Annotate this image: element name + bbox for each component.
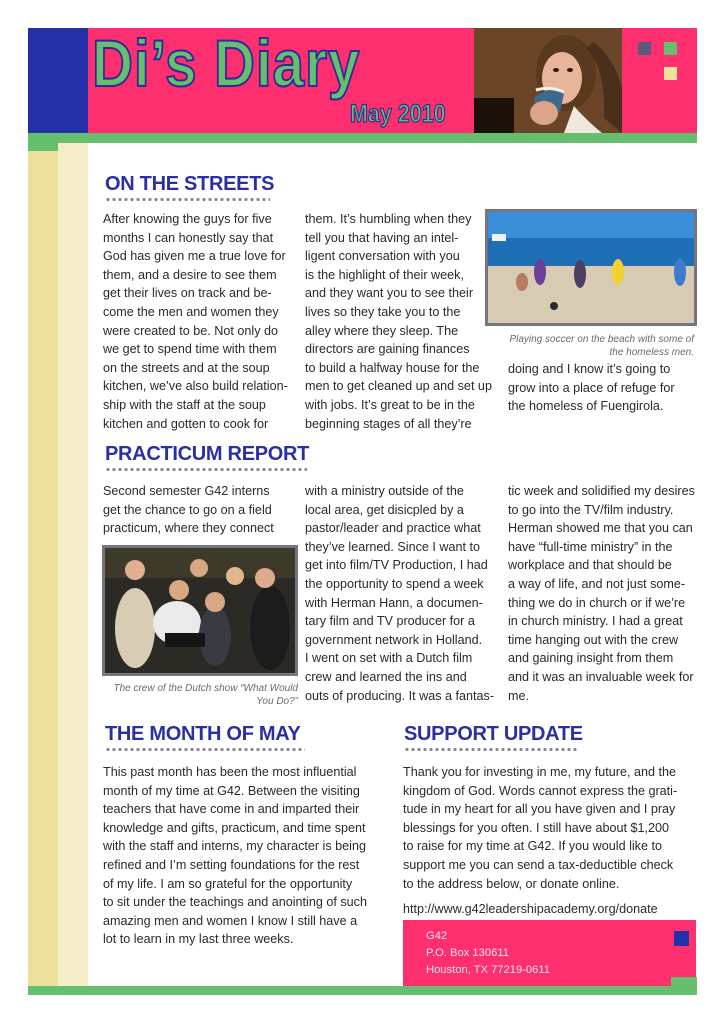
text-line: were created to be. Not only do — [103, 323, 279, 338]
text-line: get the chance to go on a field — [103, 502, 272, 517]
header-photo — [474, 28, 622, 133]
text-line: on the streets and at the soup — [103, 360, 270, 375]
text-line: grow into a place of refuge for — [508, 380, 675, 395]
address-city: Houston, TX 77219-0611 — [426, 964, 550, 976]
text-line: local area, get disicpled by a — [305, 502, 464, 517]
side-stripe-cream — [58, 143, 88, 986]
text-line: in church ministry. I had a great — [508, 614, 683, 629]
text-line: to build a halfway house for the — [305, 360, 480, 375]
text-line: blessings for you often. I still have about $1,200 — [403, 820, 670, 835]
text-line: amazing men and women I know I still have a — [103, 913, 358, 928]
streets-column-1 — [103, 210, 303, 433]
newsletter-title: Di’s Diary — [92, 26, 361, 100]
text-line: ligent conversation with you — [305, 249, 460, 264]
text-line: kitchen and gotten to cook for — [103, 416, 269, 431]
text-line: practicum, where they connect — [103, 521, 274, 536]
text-line: kitchen, we’ve also build relation- — [103, 379, 288, 394]
address-org: G42 — [426, 930, 448, 942]
text-line: outs of producing. It was a fantas- — [305, 688, 495, 703]
text-line: crew and learned the ins and — [305, 669, 467, 684]
green-divider-corner — [28, 143, 58, 151]
text-line: pastor/leader and practice what — [305, 521, 481, 536]
text-line: to go into the TV/film industry. — [508, 502, 674, 517]
text-line: beginning stages of all they’re — [305, 416, 472, 431]
text-line: and they want you to see their — [305, 286, 474, 301]
beach-photo-caption — [485, 333, 694, 359]
heading-support-update: SUPPORT UPDATE — [404, 723, 583, 745]
text-line: a way of life, and not just some- — [508, 576, 686, 591]
text-line: Herman showed me that you can — [508, 521, 693, 536]
address-box-green-notch — [671, 977, 697, 986]
text-line: with jobs. It’s great to be in the — [305, 397, 475, 412]
text-line: of my life. I am so grateful for the opportunity — [103, 876, 353, 891]
text-line: God has given me a true love for — [103, 249, 286, 264]
caption-line: You Do?” — [256, 696, 298, 707]
dutch-crew-photo — [102, 545, 298, 676]
text-line: Thank you for investing in me, my future, and the — [403, 765, 677, 779]
text-line: get into film/TV Production, I had — [305, 558, 488, 573]
heading-on-the-streets: ON THE STREETS — [105, 173, 275, 195]
text-line: lives so they take you to the — [305, 304, 461, 319]
caption-line: The crew of the Dutch show “What Would — [113, 683, 298, 694]
text-line: time hanging out with the crew — [508, 632, 679, 647]
text-line: I went on set with a Dutch film — [305, 651, 473, 666]
text-line: with the staff and interns, my character is being — [103, 839, 366, 854]
text-line: men to get cleaned up and set up — [305, 379, 492, 394]
text-line: support me you can send a tax-deductible check — [403, 857, 674, 872]
text-line: tary film and TV producer for a — [305, 614, 475, 629]
crew-photo-caption — [102, 682, 298, 708]
text-line: directors are gaining finances — [305, 342, 470, 357]
text-line: with Herman Hann, a documen- — [305, 595, 483, 610]
text-line: workplace and that should be — [508, 558, 672, 573]
streets-column-3 — [508, 360, 708, 416]
text-line: they’ve learned. Since I want to — [305, 539, 481, 554]
text-line: ship with the staff at the soup — [103, 397, 266, 412]
decorative-square-green — [664, 42, 677, 55]
text-line: tell you that having an intel- — [305, 230, 459, 245]
practicum-column-1 — [103, 482, 303, 538]
text-line: kingdom of God. Words cannot express the grati- — [403, 783, 678, 798]
text-line: After knowing the guys for five — [103, 212, 272, 226]
heading-underline-dots — [404, 748, 579, 751]
text-line: thing we do in church or if we’re — [508, 595, 686, 610]
practicum-column-2 — [305, 482, 505, 705]
text-line: me. — [508, 688, 529, 703]
text-line: Second semester G42 interns — [103, 484, 270, 498]
decorative-square-slate — [638, 42, 651, 55]
text-line: get their lives on track and be- — [103, 286, 272, 301]
text-line: government network in Holland. — [305, 632, 483, 647]
text-line: we get to spend time with them — [103, 342, 277, 357]
heading-month-of-may: THE MONTH OF MAY — [105, 723, 301, 745]
decorative-square-cream — [664, 67, 677, 80]
text-line: month of my time at G42. Between the visiting — [103, 783, 360, 798]
support-body — [403, 763, 703, 893]
text-line: to sit under the teachings and anointing of such — [103, 895, 367, 910]
text-line: with a ministry outside of the — [305, 484, 464, 498]
text-line: the opportunity to spend a week — [305, 576, 484, 591]
text-line: the homeless of Fuengirola. — [508, 399, 664, 414]
decorative-square-blue — [674, 931, 689, 946]
may-body — [103, 763, 393, 949]
text-line: doing and I know it’s going to — [508, 362, 671, 376]
text-line: is the highlight of their week, — [305, 267, 464, 282]
text-line: teachers that have come in and imparted their — [103, 802, 360, 817]
text-line: alley where they sleep. The — [305, 323, 459, 338]
header-blue-block — [28, 28, 88, 134]
heading-practicum-report: PRACTICUM REPORT — [105, 443, 310, 465]
practicum-column-3 — [508, 482, 708, 705]
address-po-box: P.O. Box 130611 — [426, 947, 509, 959]
text-line: months I can honestly say that — [103, 230, 274, 245]
heading-underline-dots — [105, 468, 307, 471]
text-line: have “full-time ministry” in the — [508, 539, 673, 554]
text-line: to the address below, or donate online. — [403, 876, 620, 891]
text-line: come the men and women they — [103, 304, 279, 319]
beach-soccer-photo — [485, 209, 697, 326]
streets-column-2 — [305, 210, 505, 433]
text-line: them, and a desire to see them — [103, 267, 277, 282]
green-divider-bottom — [28, 986, 697, 995]
text-line: them. It’s humbling when they — [305, 212, 472, 226]
heading-underline-dots — [105, 198, 270, 201]
text-line: refined and I’m setting foundations for the rest — [103, 857, 360, 872]
text-line: This past month has been the most influential — [103, 765, 357, 779]
caption-line: Playing soccer on the beach with some of — [509, 334, 694, 345]
text-line: and gaining insight from them — [508, 651, 674, 666]
green-divider-top — [28, 133, 697, 143]
text-line: to raise for my time at G42. If you would like to — [403, 839, 662, 854]
caption-line: the homeless men. — [609, 347, 694, 358]
donate-link[interactable]: http://www.g42leadershipacademy.org/donate — [403, 902, 658, 916]
side-stripe-tan — [28, 151, 58, 986]
text-line: knowledge and gifts, practicum, and time spent — [103, 820, 366, 835]
text-line: tic week and solidified my desires — [508, 484, 695, 498]
heading-underline-dots — [105, 748, 305, 751]
issue-date: May 2010 — [350, 100, 446, 128]
text-line: lot to learn in my last three weeks. — [103, 932, 294, 947]
text-line: and it was an invaluable week for — [508, 669, 694, 684]
text-line: tude in my heart for all you have given and I pray — [403, 802, 676, 817]
